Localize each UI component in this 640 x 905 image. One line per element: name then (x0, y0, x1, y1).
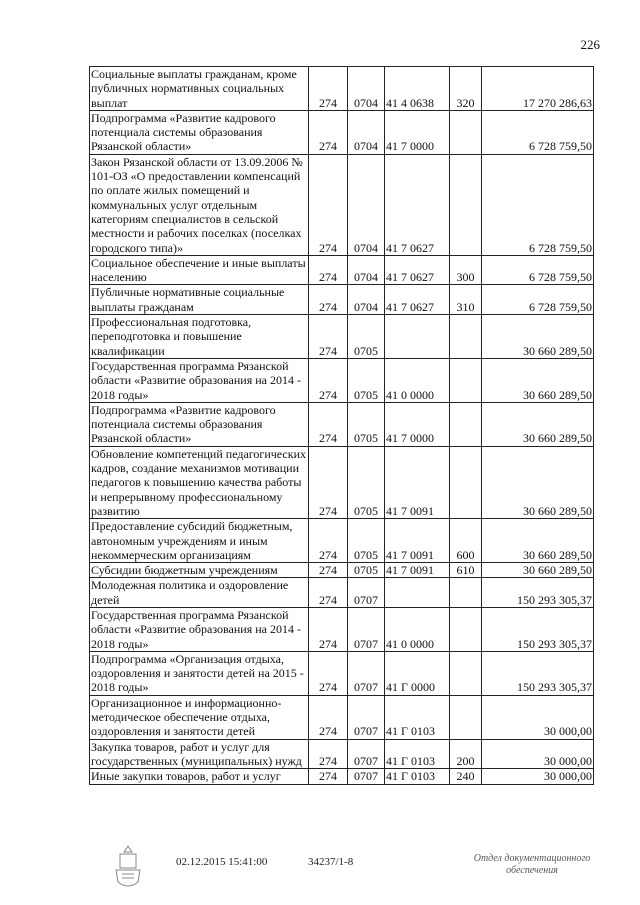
target-article-cell: 41 7 0627 (385, 255, 450, 285)
amount-cell: 30 000,00 (482, 739, 594, 769)
target-article-cell: 41 0 0000 (385, 358, 450, 402)
table-row (90, 739, 594, 769)
amount-cell: 30 660 289,50 (482, 358, 594, 402)
target-article-cell (385, 315, 450, 359)
target-article-cell: 41 Г 0103 (385, 695, 450, 739)
expense-type-cell (450, 695, 482, 739)
section-code-cell: 0707 (348, 578, 385, 608)
section-code-cell: 0705 (348, 563, 385, 578)
ministry-code-cell: 274 (309, 769, 348, 784)
table-row (90, 769, 594, 784)
amount-cell: 30 660 289,50 (482, 315, 594, 359)
target-article-cell: 41 7 0091 (385, 519, 450, 563)
footer-department-stamp: Отдел документационного обеспечения (473, 853, 591, 876)
section-code-cell: 0707 (348, 695, 385, 739)
target-article-cell: 41 7 0000 (385, 110, 450, 154)
table-row (90, 110, 594, 154)
table-row (90, 402, 594, 446)
table-row (90, 67, 594, 111)
amount-cell: 17 270 286,63 (482, 67, 594, 111)
ministry-code-cell: 274 (309, 739, 348, 769)
section-code-cell: 0705 (348, 402, 385, 446)
section-code-cell: 0705 (348, 446, 385, 518)
expense-type-cell (450, 607, 482, 651)
ministry-code-cell: 274 (309, 255, 348, 285)
target-article-cell: 41 7 0091 (385, 446, 450, 518)
coat-of-arms-emblem (108, 842, 148, 894)
amount-cell: 150 293 305,37 (482, 578, 594, 608)
expense-type-cell: 320 (450, 67, 482, 111)
amount-cell: 30 660 289,50 (482, 563, 594, 578)
section-code-cell: 0707 (348, 607, 385, 651)
ministry-code-cell: 274 (309, 358, 348, 402)
table-row (90, 315, 594, 359)
footer-datetime: 02.12.2015 15:41:00 (176, 856, 268, 868)
section-code-cell: 0704 (348, 285, 385, 315)
ministry-code-cell: 274 (309, 402, 348, 446)
amount-cell: 30 000,00 (482, 769, 594, 784)
target-article-cell: 41 0 0000 (385, 607, 450, 651)
section-code-cell: 0707 (348, 769, 385, 784)
expense-type-cell (450, 110, 482, 154)
amount-cell: 6 728 759,50 (482, 110, 594, 154)
target-article-cell: 41 Г 0000 (385, 651, 450, 695)
table-row (90, 255, 594, 285)
ministry-code-cell: 274 (309, 154, 348, 255)
target-article-cell: 41 Г 0103 (385, 739, 450, 769)
page-number: 226 (580, 37, 600, 52)
table-row (90, 563, 594, 578)
ministry-code-cell: 274 (309, 446, 348, 518)
amount-cell: 6 728 759,50 (482, 255, 594, 285)
ministry-code-cell: 274 (309, 651, 348, 695)
expense-type-cell: 610 (450, 563, 482, 578)
amount-cell: 30 000,00 (482, 695, 594, 739)
ministry-code-cell: 274 (309, 578, 348, 608)
item-name-cell: Иные закупки товаров, работ и услуг (90, 769, 309, 784)
ministry-code-cell: 274 (309, 67, 348, 111)
amount-cell: 150 293 305,37 (482, 607, 594, 651)
item-name-cell: Закон Рязанской области от 13.09.2006 № 101-ОЗ «О предоставлении компенсаций по оплате жилых помещений и коммунальных услуг отдельным категориям специалистов в сельской местности и рабочих поселках (поселках городского типа)» (90, 154, 309, 255)
table-row (90, 695, 594, 739)
target-article-cell: 41 7 0091 (385, 563, 450, 578)
amount-cell: 150 293 305,37 (482, 651, 594, 695)
amount-cell: 30 660 289,50 (482, 446, 594, 518)
section-code-cell: 0704 (348, 110, 385, 154)
budget-table-body (90, 67, 594, 785)
section-code-cell: 0707 (348, 651, 385, 695)
section-code-cell: 0705 (348, 358, 385, 402)
amount-cell: 30 660 289,50 (482, 402, 594, 446)
section-code-cell: 0704 (348, 154, 385, 255)
table-row (90, 358, 594, 402)
target-article-cell: 41 7 0000 (385, 402, 450, 446)
table-row (90, 154, 594, 255)
table-row (90, 519, 594, 563)
amount-cell: 6 728 759,50 (482, 285, 594, 315)
target-article-cell: 41 7 0627 (385, 154, 450, 255)
item-name-cell: Организационное и информационно-методическое обеспечение отдыха, оздоровления и занятости детей (90, 695, 309, 739)
expense-type-cell (450, 578, 482, 608)
amount-cell: 30 660 289,50 (482, 519, 594, 563)
ministry-code-cell: 274 (309, 607, 348, 651)
ministry-code-cell: 274 (309, 285, 348, 315)
expense-type-cell: 240 (450, 769, 482, 784)
target-article-cell (385, 578, 450, 608)
table-row (90, 285, 594, 315)
expense-type-cell: 200 (450, 739, 482, 769)
item-name-cell: Социальное обеспечение и иные выплаты населению (90, 255, 309, 285)
ministry-code-cell: 274 (309, 519, 348, 563)
target-article-cell: 41 4 0638 (385, 67, 450, 111)
item-name-cell: Субсидии бюджетным учреждениям (90, 563, 309, 578)
section-code-cell: 0705 (348, 315, 385, 359)
footer-doc-number: 34237/1-8 (308, 856, 354, 868)
target-article-cell: 41 7 0627 (385, 285, 450, 315)
expense-type-cell (450, 402, 482, 446)
ministry-code-cell: 274 (309, 563, 348, 578)
expense-type-cell (450, 154, 482, 255)
item-name-cell: Подпрограмма «Организация отдыха, оздоровления и занятости детей на 2015 - 2018 годы» (90, 651, 309, 695)
section-code-cell: 0704 (348, 255, 385, 285)
ministry-code-cell: 274 (309, 695, 348, 739)
target-article-cell: 41 Г 0103 (385, 769, 450, 784)
item-name-cell: Подпрограмма «Развитие кадрового потенциала системы образования Рязанской области» (90, 110, 309, 154)
expense-type-cell: 600 (450, 519, 482, 563)
item-name-cell: Социальные выплаты гражданам, кроме публичных нормативных социальных выплат (90, 67, 309, 111)
amount-cell: 6 728 759,50 (482, 154, 594, 255)
item-name-cell: Профессиональная подготовка, переподготовка и повышение квалификации (90, 315, 309, 359)
table-row (90, 578, 594, 608)
table-row (90, 607, 594, 651)
table-row (90, 651, 594, 695)
expense-type-cell (450, 651, 482, 695)
item-name-cell: Государственная программа Рязанской области «Развитие образования на 2014 - 2018 годы» (90, 358, 309, 402)
expense-type-cell: 310 (450, 285, 482, 315)
item-name-cell: Закупка товаров, работ и услуг для государственных (муниципальных) нужд (90, 739, 309, 769)
expense-type-cell: 300 (450, 255, 482, 285)
table-row (90, 446, 594, 518)
expense-type-cell (450, 446, 482, 518)
item-name-cell: Публичные нормативные социальные выплаты гражданам (90, 285, 309, 315)
section-code-cell: 0707 (348, 739, 385, 769)
item-name-cell: Молодежная политика и оздоровление детей (90, 578, 309, 608)
item-name-cell: Подпрограмма «Развитие кадрового потенциала системы образования Рязанской области» (90, 402, 309, 446)
ministry-code-cell: 274 (309, 110, 348, 154)
section-code-cell: 0705 (348, 519, 385, 563)
item-name-cell: Предоставление субсидий бюджетным, автономным учреждениям и иным некоммерческим организациям (90, 519, 309, 563)
item-name-cell: Государственная программа Рязанской области «Развитие образования на 2014 - 2018 годы» (90, 607, 309, 651)
expense-type-cell (450, 358, 482, 402)
section-code-cell: 0704 (348, 67, 385, 111)
budget-table (89, 66, 594, 785)
expense-type-cell (450, 315, 482, 359)
item-name-cell: Обновление компетенций педагогических кадров, создание механизмов мотивации педагогов к повышению качества работы и непрерывному профессиональному развитию (90, 446, 309, 518)
ministry-code-cell: 274 (309, 315, 348, 359)
